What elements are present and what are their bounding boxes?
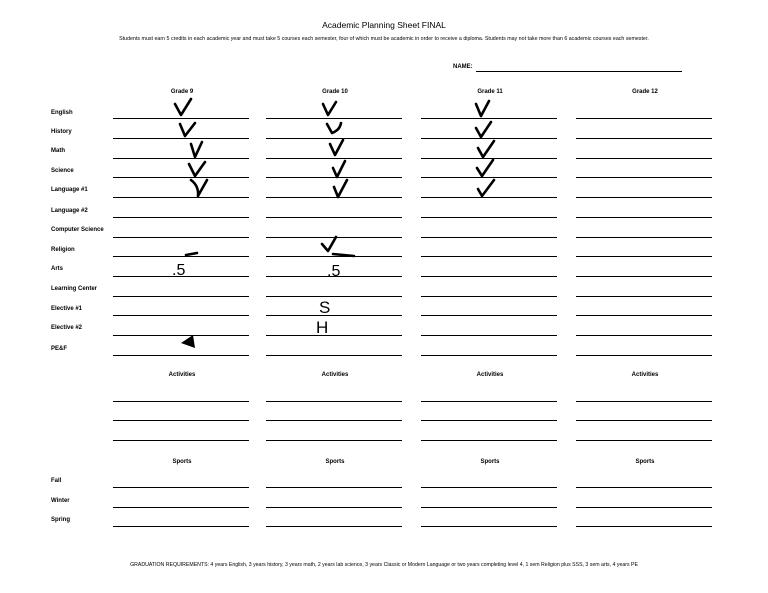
checkmark-icon (191, 180, 207, 196)
subject-english: English (51, 110, 73, 116)
checkmark-icon (476, 101, 489, 116)
handwritten-arts-grade9: .5 (172, 262, 186, 279)
activities-header-grade-9: Activities (168, 372, 196, 378)
subject-history: History (51, 129, 72, 135)
instructions-text: Students must earn 5 credits in each academic year and must take 5 courses each semester, four of which must be academic in order to receive a diploma. Students may not take more than 6 academic courses each semester. (119, 36, 649, 42)
subject-religion: Religion (51, 247, 75, 253)
grade-11-header: Grade 11 (477, 89, 503, 95)
checkmark-icon (191, 142, 202, 157)
sports-header-grade-9: Sports (172, 459, 192, 465)
graduation-requirements: GRADUATION REQUIREMENTS: 4 years English, 3 years history, 3 years math, 2 years lab science, 3 years Classic or Modern Language or two years completing level 4, 1 sem Religion plus SSS, 3 sem arts, 4 years PE (130, 562, 638, 568)
checkmark-icon (327, 123, 341, 133)
checkmark-icon (323, 102, 336, 115)
checkmark-icon (175, 99, 191, 115)
subject-pe-f: PE&F (51, 346, 68, 352)
subject-arts: Arts (51, 266, 64, 272)
subject-computer-science: Computer Science (51, 227, 104, 233)
handwritten-elective2-grade10: H (316, 318, 329, 337)
page-title: Academic Planning Sheet FINAL (322, 20, 446, 30)
activities-header-grade-10: Activities (321, 372, 349, 378)
subject-language-2: Language #2 (51, 208, 88, 214)
overline-mark (333, 254, 354, 256)
subject-language-1: Language #1 (51, 187, 88, 193)
name-label: NAME: (453, 64, 473, 70)
sports-header-grade-10: Sports (325, 459, 345, 465)
subject-science: Science (51, 168, 74, 174)
overline-mark (186, 253, 197, 255)
subject-learning-center: Learning Center (51, 286, 98, 292)
grade-12-header: Grade 12 (632, 89, 658, 95)
checkmark-icon (322, 237, 336, 251)
season-winter: Winter (51, 498, 70, 504)
activities-header-grade-11: Activities (476, 372, 504, 378)
checkmark-icon (330, 140, 343, 155)
checkmark-icon (478, 141, 494, 157)
activities-header-grade-12: Activities (631, 372, 659, 378)
checkmark-icon (476, 122, 491, 137)
checkmark-icon (478, 180, 494, 196)
handwritten-elective1-grade10: S (319, 298, 331, 317)
sports-header-grade-11: Sports (480, 459, 500, 465)
arrow-icon (181, 335, 195, 348)
subject-elective-1: Elective #1 (51, 306, 83, 312)
subject-math: Math (51, 148, 65, 154)
sports-header-grade-12: Sports (635, 459, 655, 465)
checkmark-icon (180, 123, 195, 136)
grade-10-header: Grade 10 (322, 89, 348, 95)
subject-elective-2: Elective #2 (51, 325, 83, 331)
season-fall: Fall (51, 478, 62, 484)
grade-9-header: Grade 9 (170, 89, 194, 95)
checkmark-icon (333, 161, 345, 177)
handwritten-arts-grade10: .5 (327, 263, 341, 280)
checkmark-icon (477, 160, 493, 176)
season-spring: Spring (51, 517, 70, 523)
checkmark-icon (334, 180, 347, 197)
checkmark-icon (189, 162, 205, 176)
